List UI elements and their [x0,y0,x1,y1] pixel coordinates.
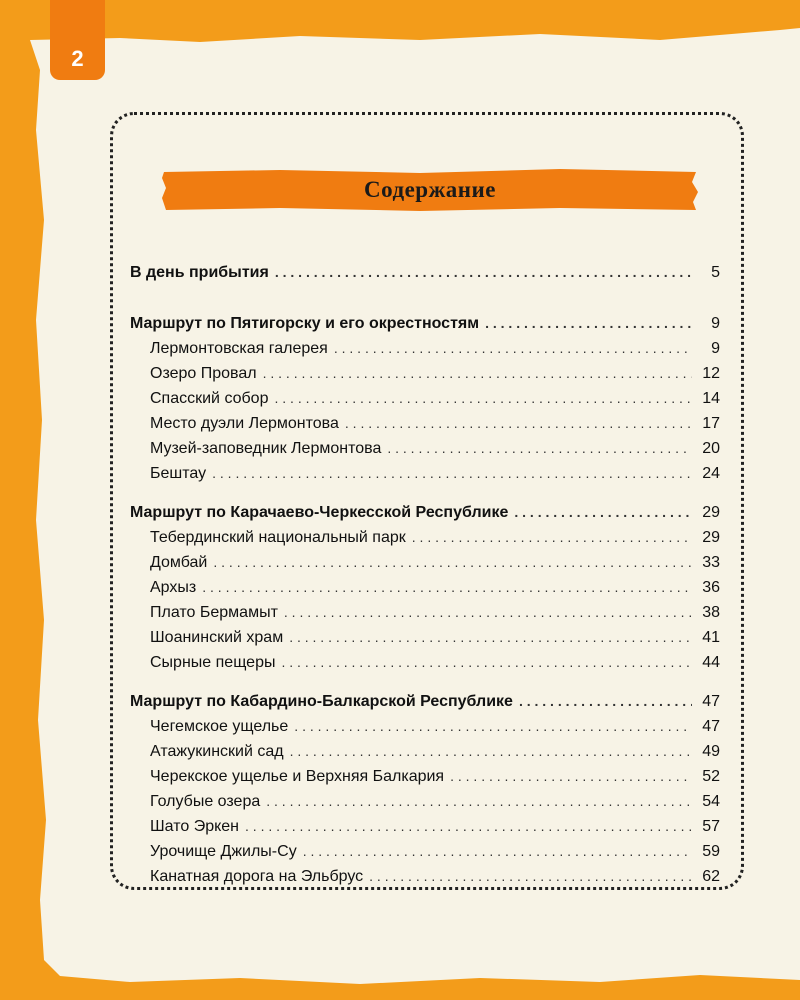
leader-dots [245,814,692,839]
toc-item-title: Тебердинский национальный парк [150,529,406,546]
toc-section-title: В день прибытия [130,264,269,281]
toc-item-title: Урочище Джилы-Су [150,843,297,860]
toc-item[interactable] [130,336,720,361]
toc-page-number: 17 [702,415,720,432]
toc-item-title: Плато Бермамыт [150,604,278,621]
toc-item-title: Шоанинский храм [150,629,284,646]
toc-item-title: Сырные пещеры [150,654,276,671]
toc-item-title: Архыз [150,579,197,596]
toc-section-title: Маршрут по Карачаево-Черкесской Республике [130,504,509,521]
toc-item-title: Шато Эркен [150,818,240,835]
leader-dots [289,625,692,650]
heading-banner [160,168,700,212]
toc-item-title: Голубые озера [150,793,261,810]
toc-item[interactable] [130,575,720,600]
leader-dots [290,739,692,764]
toc-item[interactable] [130,411,720,436]
toc-item[interactable] [130,839,720,864]
toc-page-number: 49 [702,743,720,760]
toc-item-title: Бештау [150,465,207,482]
table-of-contents [130,260,720,889]
leader-dots [303,839,692,864]
toc-item-title: Озеро Провал [150,365,257,382]
leader-dots [485,311,692,336]
toc-item-title: Место дуэли Лермонтова [150,415,339,432]
toc-page-number: 57 [702,818,720,835]
leader-dots [212,461,692,486]
toc-item[interactable] [130,461,720,486]
leader-dots [369,864,692,889]
toc-page-number: 36 [702,579,720,596]
toc-page-number: 59 [702,843,720,860]
toc-page-number: 33 [702,554,720,571]
leader-dots [274,386,692,411]
toc-section[interactable] [130,500,720,525]
toc-item-title: Канатная дорога на Эльбрус [150,868,364,885]
toc-page-number: 5 [711,264,720,281]
toc-section[interactable] [130,260,720,285]
toc-item[interactable] [130,714,720,739]
toc-page-number: 29 [702,529,720,546]
leader-dots [387,436,692,461]
toc-page-number: 24 [702,465,720,482]
leader-dots [275,260,692,285]
toc-item[interactable] [130,864,720,889]
toc-item[interactable] [130,739,720,764]
toc-item-title: Домбай [150,554,208,571]
toc-page-number: 44 [702,654,720,671]
leader-dots [519,689,692,714]
leader-dots [284,600,692,625]
toc-section[interactable] [130,311,720,336]
toc-section-title: Маршрут по Пятигорску и его окрестностям [130,315,480,332]
leader-dots [263,361,692,386]
toc-page-number: 29 [702,504,720,521]
toc-item[interactable] [130,386,720,411]
toc-item[interactable] [130,764,720,789]
toc-item[interactable] [130,525,720,550]
toc-page-number: 47 [702,693,720,710]
page-number-badge [50,0,105,80]
toc-page-number: 12 [702,365,720,382]
toc-page-number: 54 [702,793,720,810]
leader-dots [334,336,692,361]
leader-dots [281,650,692,675]
toc-page-number: 9 [711,315,720,332]
leader-dots [345,411,692,436]
toc-item[interactable] [130,625,720,650]
leader-dots [202,575,692,600]
leader-dots [450,764,692,789]
toc-item-title: Чегемское ущелье [150,718,289,735]
leader-dots [266,789,692,814]
leader-dots [514,500,692,525]
toc-item[interactable] [130,814,720,839]
leader-dots [412,525,692,550]
toc-item[interactable] [130,600,720,625]
toc-item-title: Спасский собор [150,390,269,407]
toc-item[interactable] [130,650,720,675]
toc-page-number: 47 [702,718,720,735]
leader-dots [213,550,692,575]
toc-item[interactable] [130,436,720,461]
toc-section[interactable] [130,689,720,714]
toc-item-title: Музей-заповедник Лермонтова [150,440,382,457]
toc-page-number: 9 [711,340,720,357]
toc-page-number: 20 [702,440,720,457]
toc-page-number: 52 [702,768,720,785]
toc-item[interactable] [130,789,720,814]
toc-item-title: Лермонтовская галерея [150,340,328,357]
page-title: Содержание [364,177,496,202]
toc-item[interactable] [130,550,720,575]
toc-page-number: 14 [702,390,720,407]
toc-page-number: 62 [702,868,720,885]
toc-item[interactable] [130,361,720,386]
toc-page-number: 38 [702,604,720,621]
toc-item-title: Черекское ущелье и Верхняя Балкария [150,768,445,785]
page-number: 2 [71,46,84,71]
toc-page-number: 41 [702,629,720,646]
toc-item-title: Атажукинский сад [150,743,284,760]
leader-dots [294,714,692,739]
toc-section-title: Маршрут по Кабардино-Балкарской Республике [130,693,513,710]
